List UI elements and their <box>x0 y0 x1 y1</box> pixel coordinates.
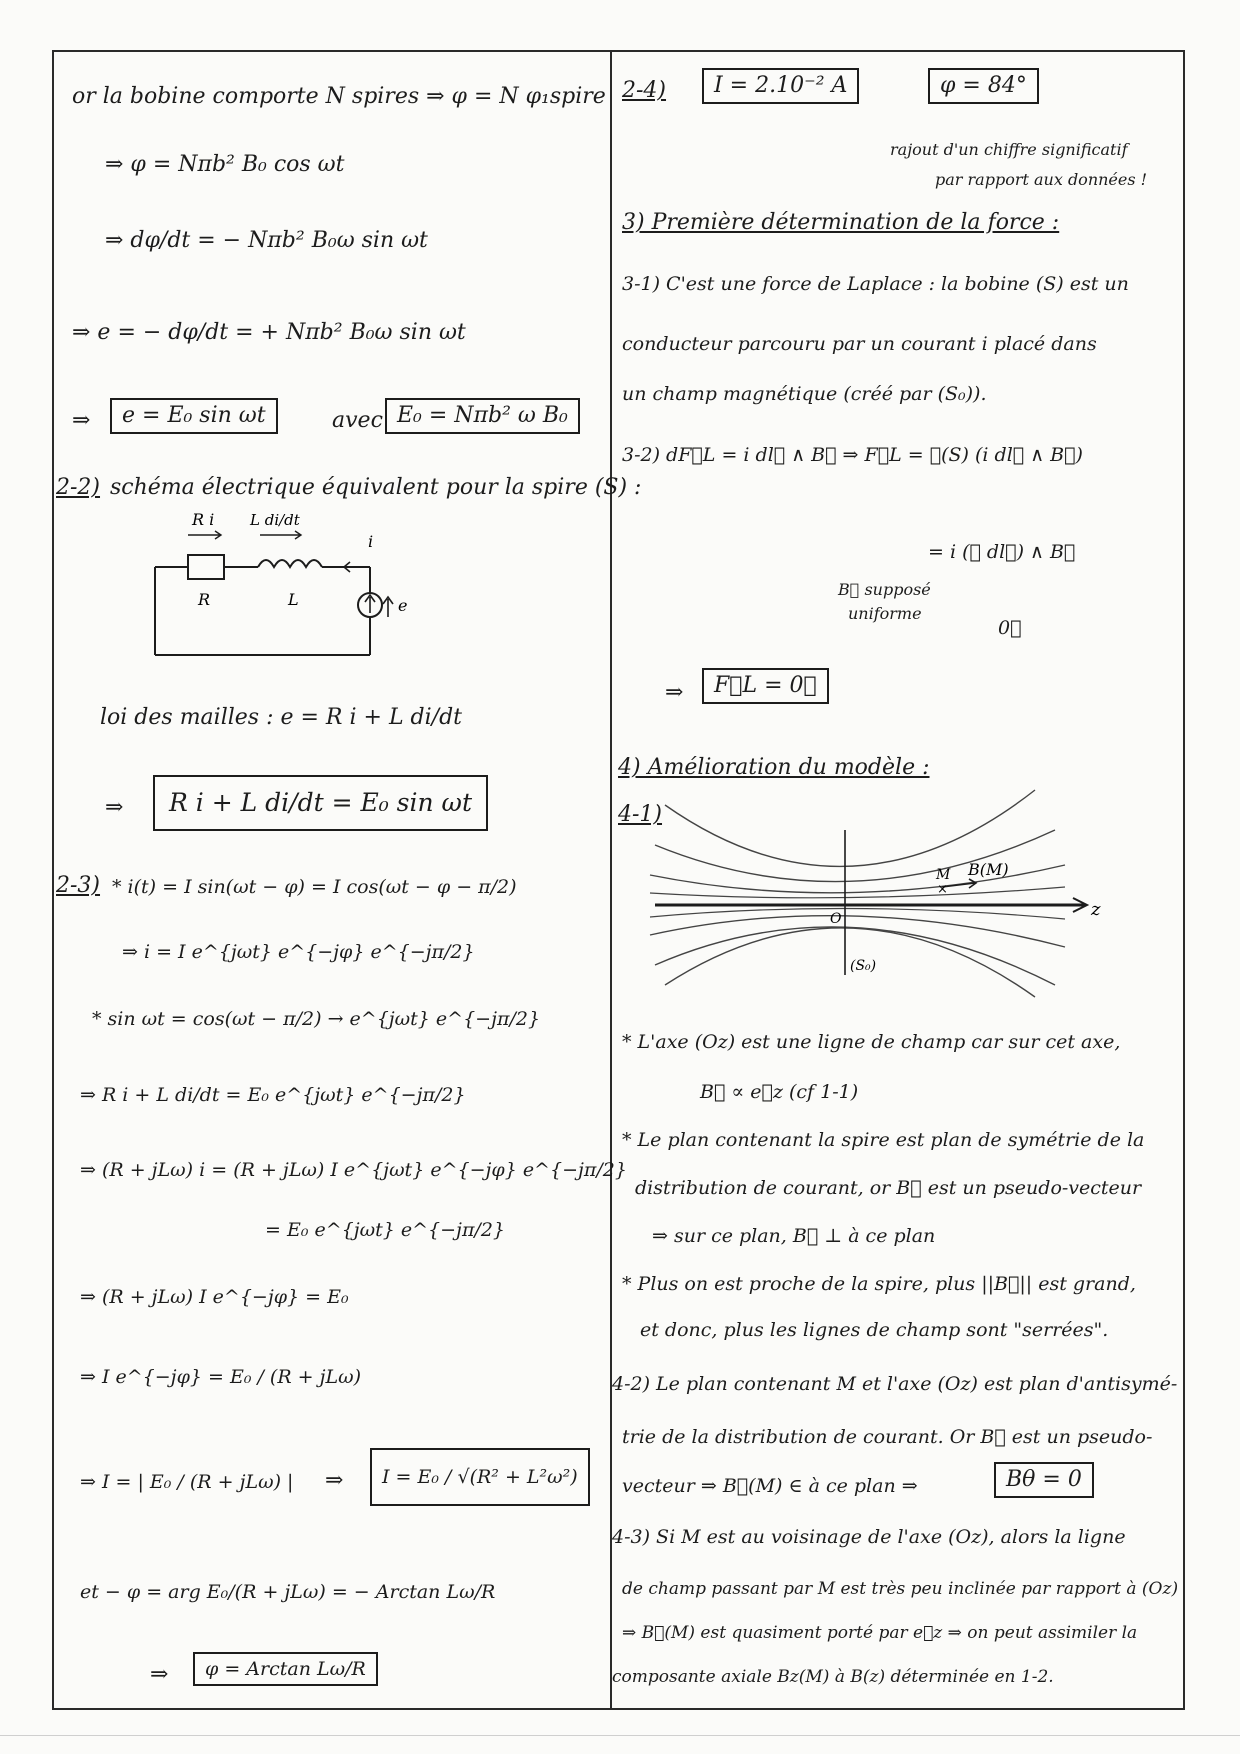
line-schema-title: schéma électrique équivalent pour la spire (S) : <box>110 475 642 500</box>
boxed-differential-equation: R i + L di/dt = E₀ sin ωt <box>153 775 488 831</box>
note-sig-figs-1: rajout d'un chiffre significatif <box>890 140 1128 159</box>
line-3-1-c: un champ magnétique (créé par (S₀)). <box>622 383 987 405</box>
arrow-implies-2: ⇒ <box>105 795 124 820</box>
line-4-2-b: trie de la distribution de courant. Or B⃗ est un pseudo- <box>622 1426 1153 1448</box>
line-i-t: * i(t) = I sin(ωt − φ) = I cos(ωt − φ − π/2) <box>112 876 517 898</box>
line-4-1-d: distribution de courant, or B⃗ est un pseudo-vecteur <box>635 1177 1142 1199</box>
label-zero-vector: 0⃗ <box>998 617 1022 639</box>
line-4-3-d: composante axiale Bz(M) à B(z) déterminée en 1-2. <box>612 1667 1054 1687</box>
line-4-1-a: * L'axe (Oz) est une ligne de champ car sur cet axe, <box>622 1031 1121 1053</box>
section-2-3: 2-3) <box>56 873 101 898</box>
emf-arrow <box>383 597 393 617</box>
section-2-4: 2-4) <box>622 78 667 103</box>
section-3-title: 3) Première détermination de la force : <box>622 210 1060 235</box>
line-4-2-c: vecteur ⇒ B⃗(M) ∈ à ce plan ⇒ <box>622 1475 918 1497</box>
boxed-phi-value: φ = 84° <box>928 68 1039 104</box>
label-e: e <box>398 596 408 615</box>
boxed-phase: φ = Arctan Lω/R <box>193 1652 378 1686</box>
boxed-I-amplitude: I = E₀ / √(R² + L²ω²) <box>370 1448 590 1506</box>
line-4-1-c: * Le plan contenant la spire est plan de symétrie de la <box>622 1129 1145 1151</box>
line-4-3-a: 4-3) Si M est au voisinage de l'axe (Oz), alors la ligne <box>612 1526 1126 1548</box>
arrow-implies: ⇒ <box>72 408 91 433</box>
field-lines-figure <box>645 775 1115 1005</box>
line-n-spires: or la bobine comporte N spires ⇒ φ = N φ₁spire <box>72 84 606 109</box>
line-4-3-c: ⇒ B⃗(M) est quasiment porté par e⃗z ⇒ on peut assimiler la <box>622 1623 1138 1643</box>
arrow-implies-4: ⇒ <box>150 1662 169 1687</box>
svg-text:×: × <box>937 882 948 897</box>
line-R-jLw: ⇒ (R + jLω) i = (R + jLω) I e^{jωt} e^{−jφ} e^{−jπ/2} <box>80 1159 627 1181</box>
boxed-FL-zero: F⃗L = 0⃗ <box>702 668 829 704</box>
label-L: L <box>288 590 299 609</box>
line-4-1-e: ⇒ sur ce plan, B⃗ ⊥ à ce plan <box>652 1225 936 1247</box>
label-B-M: B(M) <box>968 860 1009 879</box>
circuit-diagram <box>140 505 450 665</box>
current-arrow <box>344 562 358 572</box>
section-4-title: 4) Amélioration du modèle : <box>618 755 930 780</box>
label-M: M <box>936 867 951 883</box>
line-complex-i: ⇒ i = I e^{jωt} e^{−jφ} e^{−jπ/2} <box>122 941 475 963</box>
column-divider <box>610 50 612 1710</box>
section-2-2: 2-2) <box>56 475 101 500</box>
label-O: O <box>830 911 842 927</box>
line-3-1-a: 3-1) C'est une force de Laplace : la bobine (S) est un <box>622 273 1129 295</box>
line-3-2-b: = i (∮ dl⃗) ∧ B⃗ <box>928 541 1076 563</box>
label-avec: avec <box>332 408 383 433</box>
note-B-uniform-1: B⃗ supposé <box>838 580 931 599</box>
label-i: i <box>368 532 374 551</box>
boxed-B-theta-zero: Bθ = 0 <box>994 1462 1094 1498</box>
line-sin-cos: * sin ωt = cos(ωt − π/2) → e^{jωt} e^{−jπ/2} <box>92 1008 541 1030</box>
scan-edge <box>0 1735 1240 1736</box>
line-4-1-b: B⃗ ∝ e⃗z (cf 1-1) <box>700 1081 859 1103</box>
boxed-I-value: I = 2.10⁻² A <box>702 68 859 104</box>
label-S0: (S₀) <box>850 958 877 974</box>
note-sig-figs-2: par rapport aux données ! <box>935 170 1148 189</box>
label-Ri: R i <box>192 510 215 529</box>
line-3-2: 3-2) dF⃗L = i dl⃗ ∧ B⃗ ⇒ F⃗L = ∮(S) (i dl⃗ ∧ B⃗) <box>622 444 1083 466</box>
section-4-1: 4-1) <box>618 802 663 827</box>
note-B-uniform-2: uniforme <box>848 604 922 623</box>
line-phase-arg: et − φ = arg E₀/(R + jLω) = − Arctan Lω/R <box>80 1581 496 1603</box>
inductor-symbol <box>258 560 322 567</box>
line-4-1-f: * Plus on est proche de la spire, plus ||B⃗|| est grand, <box>622 1273 1136 1295</box>
arrow-implies-3: ⇒ <box>325 1468 344 1493</box>
line-4-3-b: de champ passant par M est très peu inclinée par rapport à (Oz) <box>622 1579 1179 1599</box>
arrow-implies-5: ⇒ <box>665 680 684 705</box>
line-I-modulus: ⇒ I = | E₀ / (R + jLω) | <box>80 1471 294 1493</box>
line-dphi-dt: ⇒ dφ/dt = − Nπb² B₀ω sin ωt <box>105 228 428 253</box>
boxed-E0: E₀ = Nπb² ω B₀ <box>385 398 580 434</box>
line-loi-mailles: loi des mailles : e = R i + L di/dt <box>100 705 463 730</box>
boxed-emf-result: e = E₀ sin ωt <box>110 398 278 434</box>
line-I-e-jphi: ⇒ (R + jLω) I e^{−jφ} = E₀ <box>80 1286 349 1308</box>
line-complex-eq: ⇒ R i + L di/dt = E₀ e^{jωt} e^{−jπ/2} <box>80 1084 466 1106</box>
resistor-symbol <box>188 555 224 579</box>
line-4-2-a: 4-2) Le plan contenant M et l'axe (Oz) est plan d'antisymé- <box>612 1373 1178 1395</box>
line-emf: ⇒ e = − dφ/dt = + Nπb² B₀ω sin ωt <box>72 320 466 345</box>
line-R-jLw-rhs: = E₀ e^{jωt} e^{−jπ/2} <box>265 1219 506 1241</box>
label-Ldidt: L di/dt <box>250 511 300 529</box>
label-z: z <box>1091 899 1101 920</box>
line-flux: ⇒ φ = Nπb² B₀ cos ωt <box>105 152 345 177</box>
line-3-1-b: conducteur parcouru par un courant i placé dans <box>622 333 1097 355</box>
label-R: R <box>198 590 211 609</box>
line-I-e-jphi-frac: ⇒ I e^{−jφ} = E₀ / (R + jLω) <box>80 1366 362 1388</box>
line-4-1-g: et donc, plus les lignes de champ sont "serrées". <box>640 1319 1109 1341</box>
